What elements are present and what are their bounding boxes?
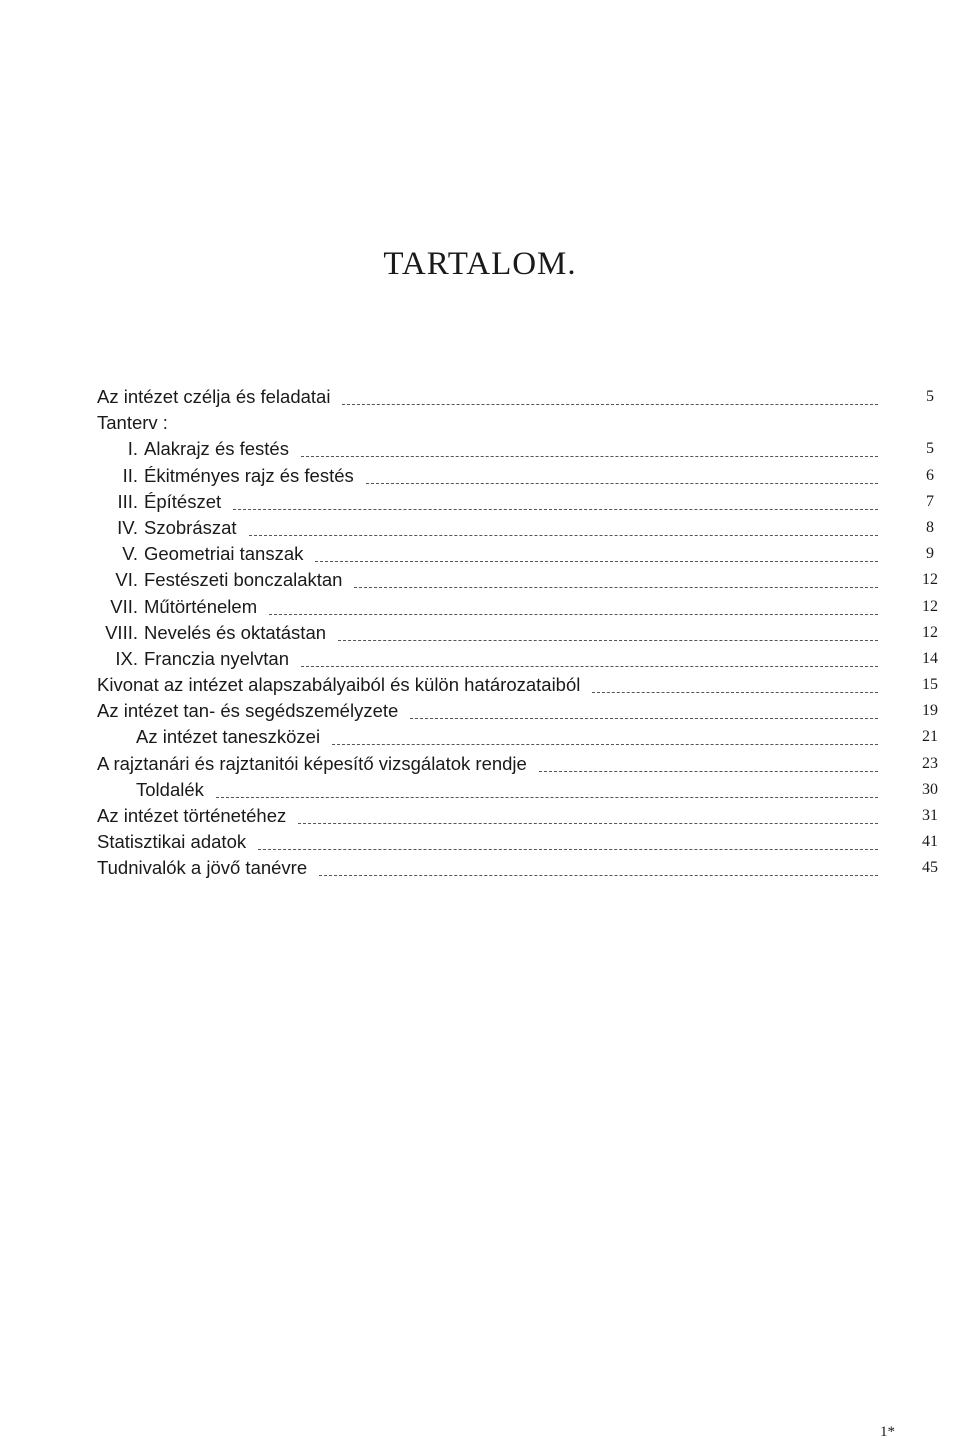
- toc-entry: [0, 829, 960, 855]
- toc-entry-label: [97, 751, 527, 777]
- page-number: 30: [922, 780, 938, 798]
- toc-entry-title: Szobrászat: [144, 516, 237, 538]
- toc-entry: [0, 803, 960, 829]
- page-number: 7: [926, 492, 934, 510]
- toc-entry-label: [96, 541, 303, 567]
- page-number: 41: [922, 833, 938, 851]
- section-number: III.: [117, 490, 138, 512]
- toc-entry-label: [96, 567, 342, 593]
- toc-entry: [0, 724, 960, 750]
- dot-leader: [342, 404, 878, 405]
- toc-entry: [0, 410, 960, 436]
- page-number: 14: [922, 649, 938, 667]
- page-number: 12: [922, 571, 938, 589]
- section-number: I.: [127, 438, 138, 460]
- toc-entry-title: Ékitményes rajz és festés: [144, 464, 354, 486]
- page-title: TARTALOM.: [383, 246, 577, 282]
- page-number: 31: [922, 807, 938, 824]
- toc-entry: [0, 515, 960, 541]
- page-number: 12: [922, 623, 938, 641]
- toc-entry-title: Geometriai tanszak: [144, 543, 304, 565]
- page-number: 5: [926, 388, 934, 405]
- dot-leader: [332, 744, 878, 745]
- section-number: IX.: [115, 647, 138, 669]
- toc-entry-title: Kivonat az intézet alapszabályaiból és külön határozataiból: [97, 674, 581, 696]
- dot-leader: [410, 718, 878, 719]
- page-number: 9: [926, 545, 934, 563]
- dot-leader: [298, 823, 878, 824]
- toc-entry: [0, 646, 960, 672]
- toc-entry: [0, 541, 960, 567]
- page-number: 15: [922, 676, 938, 694]
- toc-entry: [0, 594, 960, 620]
- dot-leader: [539, 771, 878, 772]
- toc-entry-label: [97, 672, 580, 698]
- toc-entry-title: Festészeti bonczalaktan: [144, 569, 343, 591]
- toc-entry-title: Toldalék: [136, 778, 204, 800]
- toc-entry-label: [96, 515, 237, 541]
- toc-entry-title: Statisztikai adatok: [97, 831, 247, 853]
- toc-entry: [0, 384, 960, 410]
- toc-entry: [0, 672, 960, 698]
- dot-leader: [269, 614, 878, 615]
- section-number: II.: [122, 464, 138, 486]
- dot-leader: [301, 456, 878, 457]
- toc-entry: [0, 463, 960, 489]
- page-number: 5: [926, 440, 934, 458]
- section-number: VIII.: [105, 621, 138, 643]
- toc-entry-label: [97, 410, 168, 436]
- dot-leader: [216, 797, 878, 798]
- section-number: VI.: [115, 569, 138, 591]
- section-number: V.: [122, 543, 138, 565]
- dot-leader: [319, 875, 878, 876]
- toc-entry: [0, 855, 960, 881]
- page-number: 23: [922, 754, 938, 772]
- toc-entry-title: Tudnivalók a jövő tanévre: [97, 857, 308, 879]
- toc-entry-label: [136, 777, 204, 803]
- dot-leader: [249, 535, 878, 536]
- toc-entry-label: [96, 489, 221, 515]
- page-number: 19: [922, 702, 938, 720]
- toc-entry-label: [96, 620, 326, 646]
- toc-entry: [0, 751, 960, 777]
- toc-entry: [0, 620, 960, 646]
- signature-mark: 1*: [880, 1424, 895, 1440]
- toc-entry-title: Az intézet történetéhez: [97, 805, 287, 826]
- table-of-contents: [0, 384, 960, 882]
- toc-entry-label: [97, 829, 246, 855]
- toc-entry-title: Franczia nyelvtan: [144, 647, 289, 669]
- page-number: 45: [922, 859, 938, 877]
- section-number: VII.: [110, 595, 138, 617]
- page-number: 8: [926, 518, 934, 536]
- toc-entry-title: Az intézet czélja és feladatai: [97, 386, 331, 407]
- toc-entry-title: Az intézet tan- és segédszemélyzete: [97, 700, 399, 722]
- dot-leader: [366, 483, 878, 484]
- toc-entry-label: [97, 855, 307, 881]
- dot-leader: [338, 640, 878, 641]
- toc-entry-title: Alakrajz és festés: [144, 438, 289, 460]
- toc-entry: [0, 567, 960, 593]
- section-number: IV.: [117, 516, 138, 538]
- toc-entry-label: [96, 594, 257, 620]
- toc-entry: [0, 777, 960, 803]
- toc-entry-title: Műtörténelem: [144, 595, 258, 617]
- dot-leader: [233, 509, 878, 510]
- toc-entry: [0, 489, 960, 515]
- toc-entry: [0, 698, 960, 724]
- toc-entry-title: Tanterv :: [97, 412, 168, 434]
- toc-entry-label: [136, 724, 320, 750]
- dot-leader: [354, 587, 878, 588]
- toc-entry: [0, 436, 960, 462]
- page-number: 6: [926, 466, 934, 484]
- toc-entry-label: [96, 436, 289, 462]
- toc-entry-label: [97, 698, 398, 724]
- toc-entry-label: [97, 803, 286, 829]
- toc-entry-label: [96, 463, 354, 489]
- dot-leader: [315, 561, 878, 562]
- page-number: 21: [922, 728, 938, 746]
- page-number: 12: [922, 597, 938, 615]
- toc-entry-title: A rajztanári és rajztanitói képesítő vizsgálatok rendje: [97, 752, 527, 774]
- dot-leader: [258, 849, 878, 850]
- toc-entry-title: Építészet: [144, 490, 222, 512]
- dot-leader: [301, 666, 878, 667]
- toc-entry-label: [96, 646, 289, 672]
- toc-entry-title: Nevelés és oktatástan: [144, 621, 327, 643]
- toc-entry-label: [97, 384, 330, 410]
- dot-leader: [592, 692, 878, 693]
- toc-entry-title: Az intézet taneszközei: [136, 726, 321, 748]
